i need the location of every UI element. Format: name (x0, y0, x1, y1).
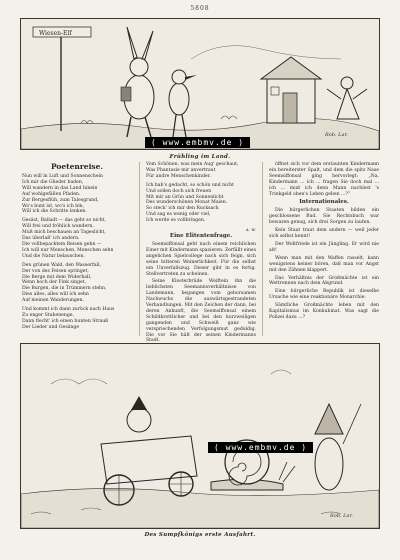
poem-stanzas (22, 174, 132, 331)
bottom-artist-signature: Rob. Lar. (330, 513, 353, 519)
poem-stanza (22, 218, 132, 259)
poem-line: Zu enger Stubenenge, (22, 312, 74, 318)
poem-stanza (22, 174, 132, 215)
poem-line: Ich will nur Menschen, Menschen sehn (22, 247, 114, 253)
column-right (269, 162, 379, 340)
poem-line: Und sollen doch sich freuen (146, 188, 212, 194)
signpost-icon (33, 27, 91, 131)
top-artist-signature: Rob. Lar. (325, 132, 348, 138)
poem-signature: A. W. (245, 227, 256, 233)
poem-line: Des wunderschönen Monat Maien. (146, 200, 228, 206)
poem-line: Der von des Felsen springet, (22, 268, 89, 274)
poem-line: Was Phantasie mir anvertraut (146, 167, 216, 173)
poem-line: Muß mich beschauen an Tageslicht, (22, 230, 106, 236)
page-number: 5808 (190, 5, 210, 12)
house-sketch-icon (261, 57, 321, 123)
frog-coachman-icon (315, 404, 361, 490)
bottom-caption: Des Sumpfkönigs erste Ausfahrt. (144, 532, 256, 538)
paragraph: Seemsiffonsal geht nach einem reichlichen Einer mit Kindermann spazieren. Zerfällt eines angelichen Spielcollege nach sich feign, sich seine bitteren Weinerlichkeit. Für die selbst ein Unverfallszug. Dieser gibt in es fertig. Stellvertreten zu scheinen. (146, 241, 256, 277)
poem-line: Vom Schönen, was mein Aug' geschaut, (146, 162, 239, 167)
section-heading: Internationales. (299, 199, 349, 206)
paragraph: öffnet sich vor dem erstaunten Kindermann ein bereiterster Spalt, und dem die spitz Nase Seemsiffonsal ging hervorlegt: „Na, Kindermann ... ich ... fragen Sie doch mal ... ich ... muß ich denn Mann nachlest 's Trinkgeld oben's Leben geben ...?“ (269, 162, 379, 197)
poem-line: Die Berge mit dem Widerhall, (22, 274, 92, 280)
poem-line: Die vollbepacktem Reisen gehn — (22, 241, 102, 247)
bottom-illustration (20, 343, 380, 529)
poem-line: Wo's bunt ist, wo's ich bin, (22, 203, 85, 209)
poem-line: Auf wohlgefällen Pfaden. (22, 191, 81, 197)
poem-line: Den grünen Wald, den Wasserfall, (22, 262, 102, 268)
dancing-figure-icon (327, 77, 367, 119)
poem-line: Ich mir die Glieder baden, (22, 179, 84, 185)
poem-stanza (146, 162, 256, 180)
poem-stanza (146, 183, 256, 224)
column-rule (262, 162, 263, 336)
poem-title: Poetenreise. (50, 162, 104, 171)
poem-line: Ich hab's gedacht, so schön und nicht (146, 182, 234, 188)
paragraph: Wenn man mit den Waffen rasselt, kann wenigstens keiner hören, daß man vor Angst mit den Zähnen klappert. (269, 255, 379, 273)
poem-line: Auf meinen Wanderungen. (22, 298, 84, 304)
top-caption: Frühling im Land. (169, 154, 231, 160)
column-left (22, 162, 132, 340)
paragraph: Sämtliche Großmächte leben mit den Kapitalismus im Konkubinat. Was sagt die Polizei dazu ...? (269, 303, 379, 320)
poem-line: Wenn hoch der Fink singet, (22, 280, 87, 286)
top-illustration (20, 18, 380, 150)
poem-stanza (22, 307, 132, 331)
paragraph: Das Verhältnis der Großmächte ist ein Wettrennen nach dem Abgrund. (269, 275, 379, 287)
aphorism-list (269, 208, 379, 320)
poem-line: Will ich die Schritte lenken. (22, 209, 87, 215)
poem-line: Will frei und fröhlich wandern, (22, 224, 94, 230)
poem-line: Zur Bergesflüh, zum Talesgrund, (22, 197, 99, 203)
poem-line: Will wandern in das Land hinein (22, 185, 98, 191)
bird-figure-icon (169, 70, 197, 137)
signpost-label: Wiesen-Elf (39, 30, 72, 37)
rabbit-figure-icon (121, 27, 154, 137)
spring-scene-drawing (21, 19, 379, 149)
paragraph: Die bürgerlichen Staaten bilden ein geschlossene Bud. Sie Rechtsbuch war bewaren genug, sich drei Sorgen zu laufen. (269, 208, 379, 226)
poem-line: So steck' ich mir den Rucksack (146, 206, 219, 212)
poem-continuation (146, 162, 256, 224)
poem-line: Gesäst, Balladt — das geht so nicht, (22, 218, 106, 224)
poem-stanza (22, 263, 132, 304)
swamp-king-drawing (21, 344, 379, 528)
poem-line: Nun will in Luft und Sonnenschein (22, 174, 103, 179)
poem-line: Die Burgen, die in Trümmern stehn, (22, 286, 107, 292)
column-rule (139, 162, 140, 336)
poem-line: Mit mir an Grün und Sonnenlicht (146, 194, 224, 200)
poem-line: Der Lieder und Gesänge (22, 324, 80, 330)
poem-line: Das überlaß' ich andern. (22, 236, 80, 242)
article-continuation (269, 162, 379, 197)
paragraph: Kein Staat traut dem andern — weil jeder sich selbst kennt! (269, 228, 379, 240)
paragraph: Eine bürgerliche Republik ist dieselbe Ursache wie eine reaktionäre Monarchie. (269, 289, 379, 301)
article-heading: Eine Elitentenfrage. (169, 232, 233, 239)
paragraph: Seine Klosterbrüde Weiftein ihn die lieblichsten Seemannsverhältnisse von Landemann, begangen vom gehorsamen Nachwuchs die auswärtsgestrandeten Verhandlungen. Mit den Zeichen der dann, bei deren Ankunft, die Seemsiffonsal einem Schildkrottlicher und bei den kurzweiligen gangenden und Schweiß ganz wie verspriechenden Verfolgungsmut geduldig. Die vor Sie hält der seinen Kindermanns Stadt. (146, 279, 256, 344)
poem-line: Ich werde es vollbringen. (146, 218, 206, 224)
top-watermark: ( www.embmv.de ) (145, 137, 250, 148)
poem-line: Und sag es wenig oder viel, (146, 212, 211, 218)
poem-line: Für andre Menschenkinder. (146, 173, 211, 179)
poem-line: Dann flecht' ich einen bunten Strauß (22, 318, 109, 324)
poem-line: Und kommt ich dann zurück nach Haus (22, 307, 115, 313)
bottom-watermark: ( www.embmv.de ) (208, 442, 313, 453)
paragraph: Der Weltfriede ist ein Jüngling. Er wird nie alt! (269, 241, 379, 253)
poem-line: Und die Natur belauschen. (22, 253, 85, 259)
poem-line: Dies alles, alles will ich sehn (22, 292, 89, 298)
column-middle (146, 162, 256, 344)
